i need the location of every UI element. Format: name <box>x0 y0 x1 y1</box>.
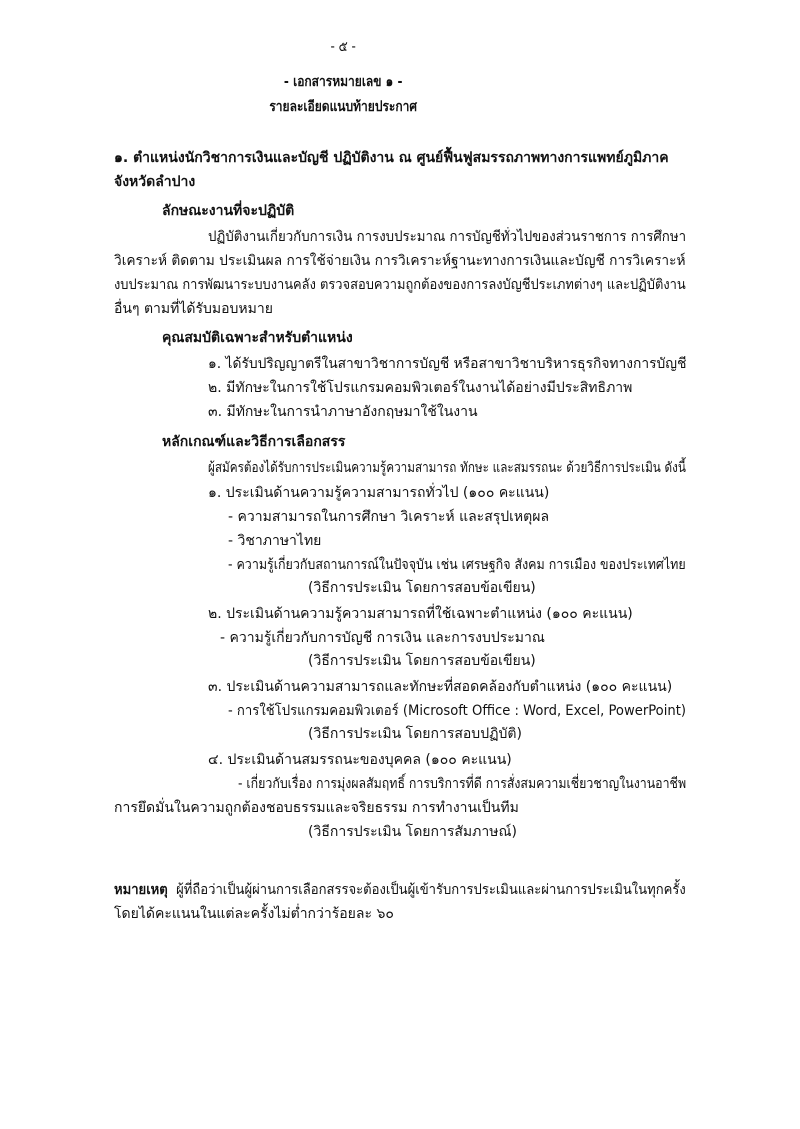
criterion-1-method: (วิธีการประเมิน โดยการสอบข้อเขียน) <box>308 580 536 596</box>
job-nature-line: ปฏิบัติงานเกี่ยวกับการเงิน การงบประมาณ การบัญชีทั่วไปของส่วนราชการ การศึกษา <box>208 229 687 245</box>
qualification-item: ๑. ได้รับปริญญาตรีในสาขาวิชาการบัญชี หรือสาขาวิชาบริหารธุรกิจทางการบัญชี <box>208 356 687 372</box>
qualifications-heading: คุณสมบัติเฉพาะสำหรับตำแหน่ง <box>162 330 353 346</box>
selection-heading: หลักเกณฑ์และวิธีการเลือกสรร <box>162 434 346 450</box>
document-title: รายละเอียดแนบท้ายประกาศ <box>269 99 418 115</box>
qualification-item: ๒. มีทักษะในการใช้โปรแกรมคอมพิวเตอร์ในงานได้อย่างมีประสิทธิภาพ <box>208 380 633 396</box>
job-nature-line: งบประมาณ การพัฒนาระบบงานคลัง ตรวจสอบความถูกต้องของการลงบัญชีประเภทต่างๆ และปฏิบัติงาน <box>114 277 686 293</box>
page-number: - ๕ - <box>330 39 356 55</box>
criterion-3-title: ๓. ประเมินด้านความสามารถและทักษะที่สอดคล้องกับตำแหน่ง (๑๐๐ คะแนน) <box>208 679 673 695</box>
criterion-1-item: - ความรู้เกี่ยวกับสถานการณ์ในปัจจุบัน เช่น เศรษฐกิจ สังคม การเมือง ของประเทศไทย <box>228 557 686 573</box>
selection-intro: ผู้สมัครต้องได้รับการประเมินความรู้ความสามารถ ทักษะ และสมรรถนะ ด้วยวิธีการประเมิน ดังนี้ <box>208 460 686 476</box>
criterion-3-item: - การใช้โปรแกรมคอมพิวเตอร์ (Microsoft Office : Word, Excel, PowerPoint) <box>228 703 686 719</box>
note-text: ผู้ที่ถือว่าเป็นผู้ผ่านการเลือกสรรจะต้องเป็นผู้เข้ารับการประเมินและผ่านการประเมินในทุกครั้ง <box>176 882 686 898</box>
note-label: หมายเหตุ <box>114 882 168 898</box>
criterion-2-title: ๒. ประเมินด้านความรู้ความสามารถที่ใช้เฉพาะตำแหน่ง (๑๐๐ คะแนน) <box>208 606 633 622</box>
criterion-1-item: - วิชาภาษาไทย <box>228 533 322 549</box>
note-line1 <box>114 880 686 900</box>
criterion-4-line1: - เกี่ยวกับเรื่อง การมุ่งผลสัมฤทธิ์ การบริการที่ดี การสั่งสมความเชี่ยวชาญในงานอาชีพ <box>238 776 687 792</box>
job-nature-line: วิเคราะห์ ติดตาม ประเมินผล การใช้จ่ายเงิน การวิเคราะห์ฐานะทางการเงินและบัญชี การวิเคราะห์ <box>114 253 686 269</box>
criterion-4-method: (วิธีการประเมิน โดยการสัมภาษณ์) <box>308 824 517 840</box>
criterion-3-method: (วิธีการประเมิน โดยการสอบปฏิบัติ) <box>308 726 522 742</box>
document-number: - เอกสารหมายเลข ๑ - <box>283 74 403 90</box>
criterion-2-item: - ความรู้เกี่ยวกับการบัญชี การเงิน และการงบประมาณ <box>220 630 545 646</box>
note-line2: โดยได้คะแนนในแต่ละครั้งไม่ต่ำกว่าร้อยละ ๖๐ <box>114 906 394 922</box>
criterion-4-title: ๔. ประเมินด้านสมรรถนะของบุคคล (๑๐๐ คะแนน) <box>208 752 512 768</box>
position-title-line2: จังหวัดลำปาง <box>114 174 196 190</box>
position-title-line1: ๑. ตำแหน่งนักวิชาการเงินและบัญชี ปฏิบัติงาน ณ ศูนย์ฟื้นฟูสมรรถภาพทางการแพทย์ภูมิภาค <box>114 150 669 166</box>
criterion-4-line2: การยึดมั่นในความถูกต้องชอบธรรมและจริยธรรม การทำงานเป็นทีม <box>114 800 519 816</box>
qualification-item: ๓. มีทักษะในการนำภาษาอังกฤษมาใช้ในงาน <box>208 404 478 420</box>
job-nature-heading: ลักษณะงานที่จะปฏิบัติ <box>162 203 295 219</box>
criterion-1-title: ๑. ประเมินด้านความรู้ความสามารถทั่วไป (๑๐๐ คะแนน) <box>208 485 550 501</box>
job-nature-line: อื่นๆ ตามที่ได้รับมอบหมาย <box>114 301 273 317</box>
criterion-2-method: (วิธีการประเมิน โดยการสอบข้อเขียน) <box>308 653 536 669</box>
criterion-1-item: - ความสามารถในการศึกษา วิเคราะห์ และสรุปเหตุผล <box>228 509 550 525</box>
